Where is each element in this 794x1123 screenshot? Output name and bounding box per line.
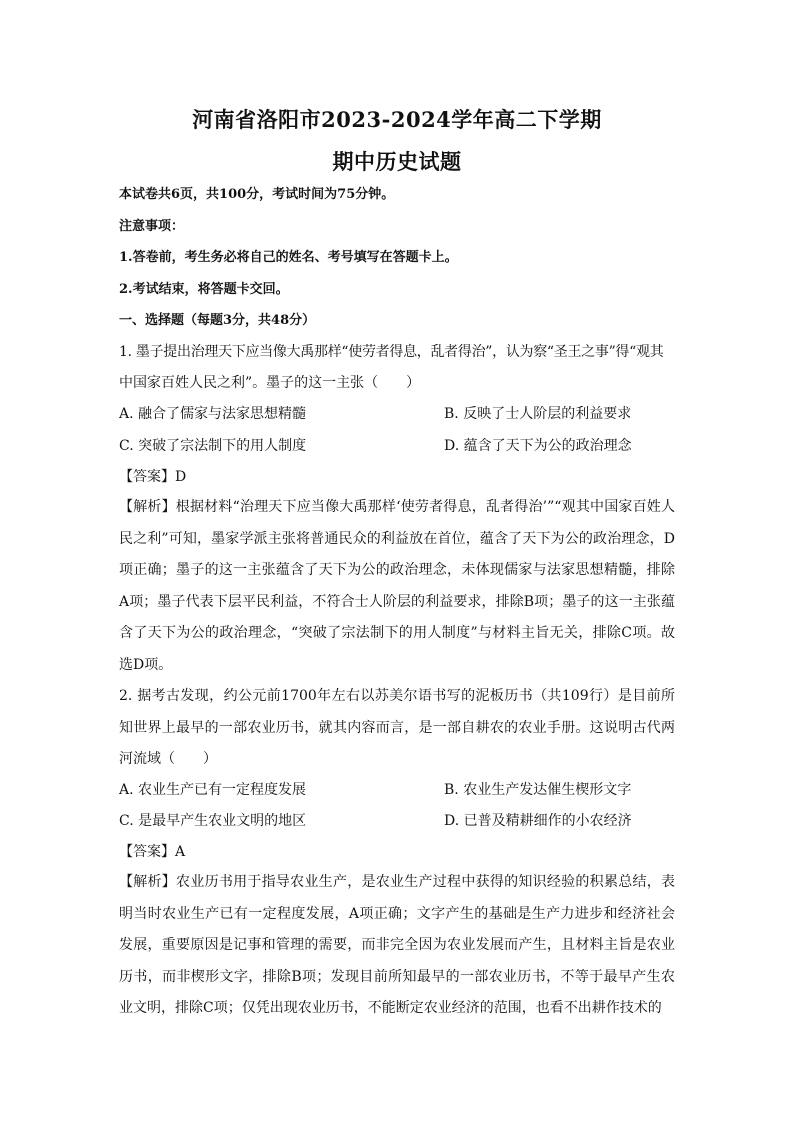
question-1-stem-line2: 中国家百姓人民之利”。墨子的这一主张（ ） bbox=[119, 375, 421, 391]
question-1-answer: 【答案】D bbox=[119, 469, 187, 485]
question-2-stem: 2. 据考古发现，约公元前1700年左右以苏美尔语书写的泥板历书（共109行）是目前所知世界上最早的一部农业历书，就其内容而言，是一部自耕农的农业手册。这说明古代两河流域（ ） bbox=[119, 688, 675, 767]
question-2-option-d: D. 已普及精耕细作的小农经济 bbox=[444, 813, 632, 829]
question-1-option-d: D. 蕴含了天下为公的政治理念 bbox=[444, 438, 632, 454]
question-1-option-c: C. 突破了宗法制下的用人制度 bbox=[119, 438, 307, 454]
document-title: 河南省洛阳市2023-2024学年高二下学期 bbox=[192, 107, 602, 132]
question-2-option-c: C. 是最早产生农业文明的地区 bbox=[119, 813, 307, 829]
question-1-option-a: A. 融合了儒家与法家思想精髓 bbox=[119, 406, 307, 422]
question-1-analysis: 【解析】根据材料“治理天下应当像大禹那样‘使劳者得息，乱者得治’”“观其中国家百姓人民之利”可知，墨家学派主张将普通民众的利益放在首位，蕴含了天下为公的政治理念，D项正确；墨子的这一主张蕴含了天下为公的政治理念，未体现儒家与法家思想精髓，排除A项；墨子代表下层平民利益，不符合士人阶层的利益要求，排除B项；墨子的这一主张蕴含了天下为公的政治理念，“突破了宗法制下的用人制度”与材料主旨无关，排除C项。故选D项。 bbox=[119, 499, 675, 673]
question-1-option-b: B. 反映了士人阶层的利益要求 bbox=[444, 406, 632, 422]
question-2-answer: 【答案】A bbox=[119, 844, 186, 860]
exam-info: 本试卷共6页，共100分，考试时间为75分钟。 bbox=[119, 187, 395, 202]
question-2-analysis: 【解析】农业历书用于指导农业生产，是农业生产过程中获得的知识经验的积累总结，表明当时农业生产已有一定程度发展，A项正确；文字产生的基础是生产力进步和经济社会发展，重要原因是记事和管理的需要，而非完全因为农业发展而产生，且材料主旨是农业历书，而非楔形文字，排除B项；发现目前所知最早的一部农业历书，不等于最早产生农业文明，排除C项；仅凭出现农业历书，不能断定农业经济的范围，也看不出耕作技术的 bbox=[119, 874, 675, 1016]
question-2-option-b: B. 农业生产发达催生楔形文字 bbox=[444, 782, 632, 798]
question-1-stem-line1: 1. 墨子提出治理天下应当像大禹那样“使劳者得息，乱者得治”，认为察“圣王之事”得“观其 bbox=[119, 344, 664, 360]
section-heading: 一、选择题（每题3分，共48分） bbox=[119, 313, 316, 328]
notice-heading: 注意事项： bbox=[119, 219, 185, 234]
notice-item-2: 2.考试结束，将答题卡交回。 bbox=[119, 282, 289, 297]
question-2-option-a: A. 农业生产已有一定程度发展 bbox=[119, 782, 307, 798]
document-subtitle: 期中历史试题 bbox=[332, 149, 462, 174]
notice-item-1: 1.答卷前，考生务必将自己的姓名、考号填写在答题卡上。 bbox=[119, 250, 458, 265]
